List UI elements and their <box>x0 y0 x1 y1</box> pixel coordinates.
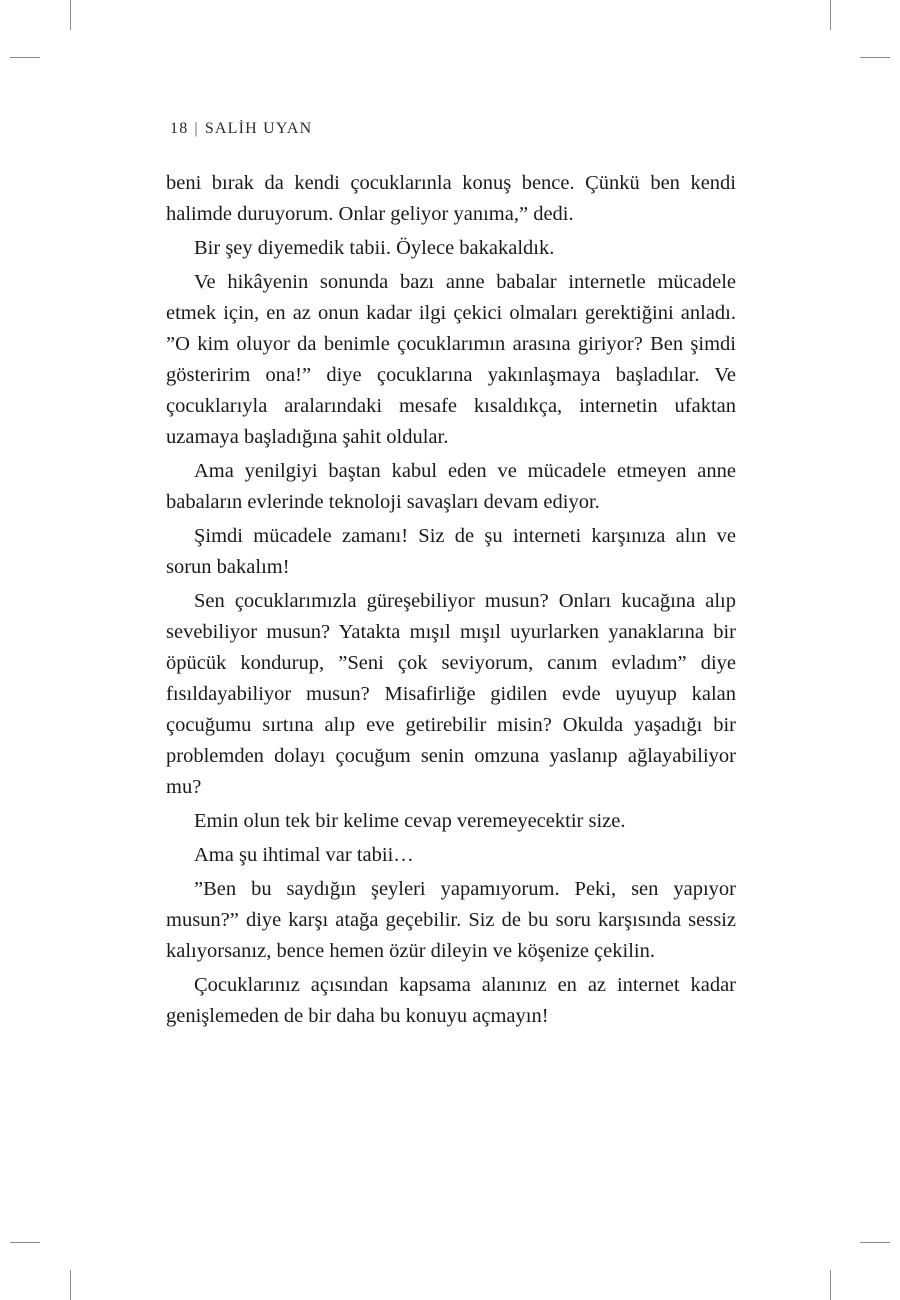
paragraph: ”Ben bu saydığın şeyleri yapamıyorum. Peki, sen yapıyor musun?” diye karşı atağa geçebilir. Siz de bu soru karşısında sessiz kalıyorsanız, bence hemen özür dileyin ve köşenize çekilin. <box>166 878 736 962</box>
paragraph: Bir şey diyemedik tabii. Öylece bakakaldık. <box>194 237 555 259</box>
running-head-author: SALİH UYAN <box>204 120 313 137</box>
paragraph: Sen çocuklarımızla güreşebiliyor musun? Onları kucağına alıp sevebiliyor musun? Yatakta mışıl mışıl uyurlarken yanaklarına bir öpücük kondurup, ”Seni çok seviyorum, canım evladım” diye fısıldayabiliyor musun? Misafirliğe gidilen evde uyuyup kalan çocuğumu sırtına alıp eve getirebilir misin? Okulda yaşadığı bir problemden dolayı çocuğum senin omzuna yaslanıp ağlayabiliyor mu? <box>166 590 736 798</box>
paragraph: Ve hikâyenin sonunda bazı anne babalar internetle mücadele etmek için, en az onun kadar ilgi çekici olmaları gerektiğini anladı. ”O kim oluyor da benimle çocuklarımın arasına giriyor? Ben şimdi gösteririm ona!” diye çocuklarına yakınlaşmaya başladılar. Ve çocuklarıyla aralarındaki mesafe kısaldıkça, internetin ufaktan uzamaya başladığına şahit oldular. <box>166 271 736 448</box>
paragraph: beni bırak da kendi çocuklarınla konuş bence. Çünkü ben kendi halimde duruyorum. Onlar geliyor yanıma,” dedi. <box>166 172 736 225</box>
running-head <box>170 120 312 138</box>
paragraph: Ama şu ihtimal var tabii… <box>194 844 414 866</box>
crop-mark-bottom-left-horizontal <box>10 1242 40 1243</box>
crop-mark-bottom-right-horizontal <box>860 1242 890 1243</box>
running-head-separator: | <box>194 120 199 137</box>
paragraph: Ama yenilgiyi baştan kabul eden ve mücadele etmeyen anne babaların evlerinde teknoloji savaşları devam ediyor. <box>166 460 736 513</box>
paragraph: Çocuklarınız açısından kapsama alanınız en az internet kadar genişlemeden de bir daha bu konuyu açmayın! <box>166 974 736 1027</box>
paragraph: Emin olun tek bir kelime cevap veremeyecektir size. <box>194 810 626 832</box>
crop-mark-bottom-left-vertical <box>70 1270 71 1300</box>
crop-mark-top-right-horizontal <box>860 57 890 58</box>
crop-mark-bottom-right-vertical <box>830 1270 831 1300</box>
page-number: 18 <box>170 120 189 137</box>
paragraph: Şimdi mücadele zamanı! Siz de şu interneti karşınıza alın ve sorun bakalım! <box>166 525 736 578</box>
crop-mark-top-left-horizontal <box>10 57 40 58</box>
crop-mark-top-left-vertical <box>70 0 71 30</box>
body-text <box>166 168 736 1035</box>
crop-mark-top-right-vertical <box>830 0 831 30</box>
